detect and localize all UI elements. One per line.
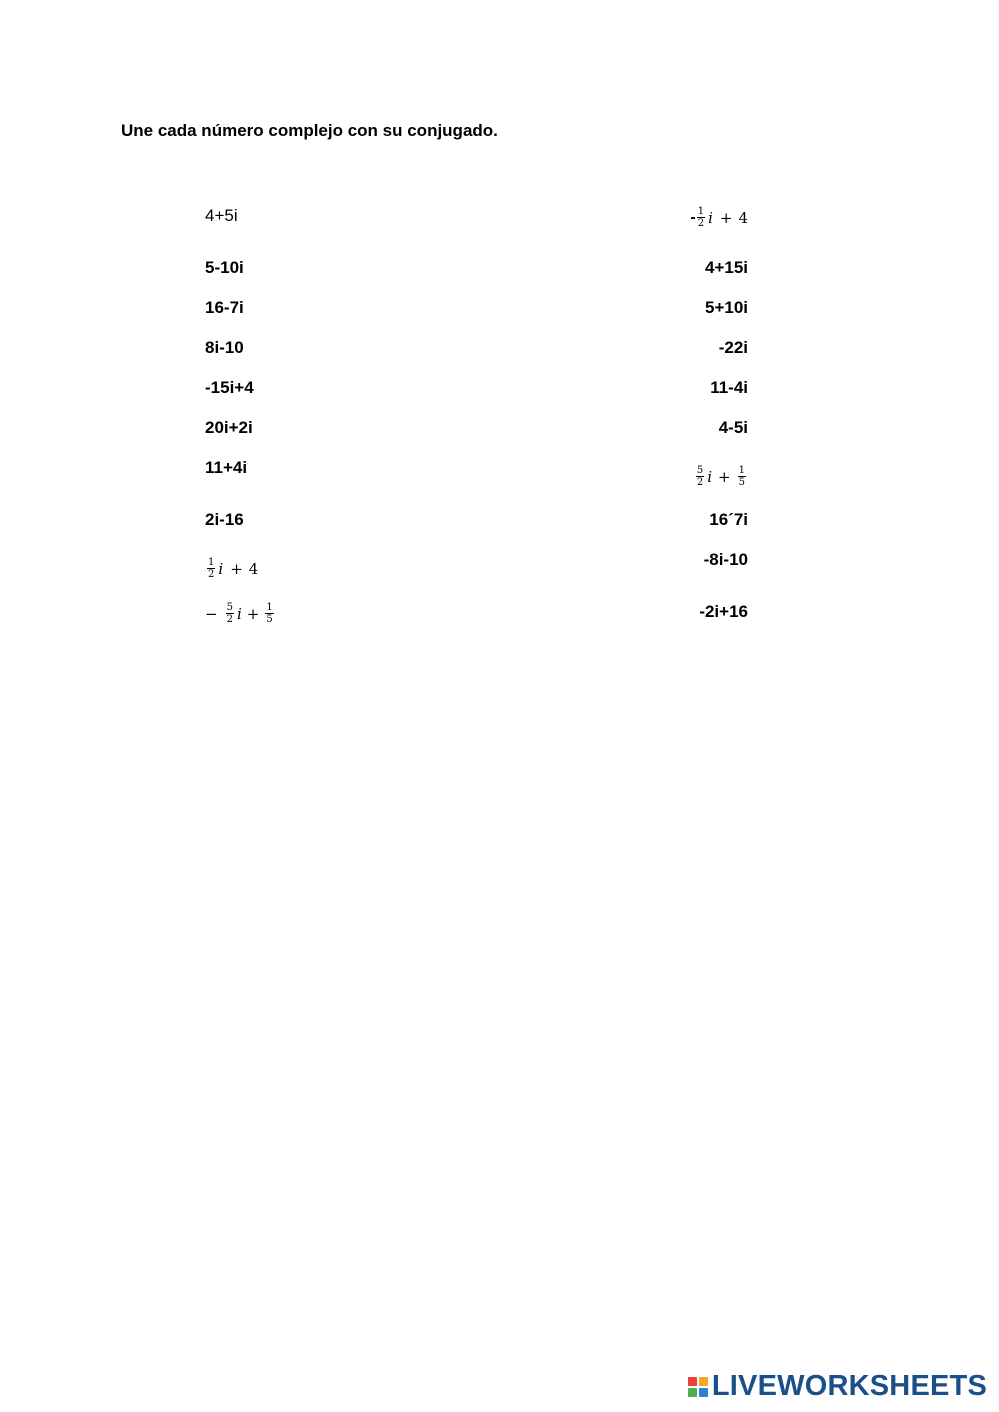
logo-square-icon: [699, 1388, 708, 1397]
left-item: -15i+4: [205, 378, 254, 397]
logo-square-icon: [699, 1377, 708, 1386]
operator: +: [719, 208, 733, 227]
fraction: [738, 465, 746, 488]
minus-sign: -: [690, 208, 696, 226]
left-item: 11+4i: [205, 458, 248, 477]
right-item: 11-4i: [710, 378, 748, 397]
right-item-math: [690, 206, 748, 229]
right-item-math: [694, 458, 748, 488]
right-item: 16´7i: [709, 510, 748, 529]
fraction-denominator: 2: [696, 477, 704, 488]
left-item: 20i+2i: [205, 418, 253, 437]
fraction: [697, 206, 705, 229]
fraction-denominator: 5: [266, 614, 273, 625]
logo-text: LIVEWORKSHEETS: [711, 1370, 987, 1402]
fraction: [696, 465, 704, 488]
fraction: [265, 602, 273, 625]
left-item: 4+5i: [205, 206, 238, 225]
liveworksheets-logo: [688, 1370, 987, 1403]
left-item-math: [205, 550, 258, 580]
constant: 4: [248, 559, 259, 578]
logo-grid-icon: [688, 1377, 708, 1397]
right-item: 4-5i: [718, 418, 748, 437]
left-item: 5-10i: [205, 258, 244, 277]
fraction-numerator: 1: [697, 206, 705, 217]
right-item: -22i: [718, 338, 748, 357]
fraction-numerator: 1: [208, 557, 215, 568]
imaginary-unit: i: [236, 604, 242, 623]
fraction-denominator: 5: [738, 477, 745, 488]
fraction-denominator: 2: [697, 218, 705, 229]
logo-square-icon: [688, 1388, 697, 1397]
instruction-text: Une cada número complejo con su conjugado.: [121, 121, 498, 140]
imaginary-unit: i: [218, 559, 224, 578]
left-item: 16-7i: [205, 298, 244, 317]
right-item: -2i+16: [699, 602, 748, 621]
minus-sign: −: [205, 604, 218, 623]
fraction-denominator: 2: [226, 614, 233, 625]
imaginary-unit: i: [708, 208, 713, 227]
operator: +: [718, 467, 731, 486]
fraction-numerator: 5: [226, 602, 233, 613]
operator: +: [246, 604, 260, 623]
left-item: 2i-16: [205, 510, 244, 529]
imaginary-unit: i: [707, 467, 713, 486]
operator: +: [230, 559, 243, 578]
right-item: 4+15i: [704, 258, 748, 277]
left-item-math: [205, 602, 276, 625]
right-item: -8i-10: [703, 550, 748, 569]
logo-square-icon: [688, 1377, 697, 1386]
fraction-numerator: 1: [738, 465, 745, 476]
fraction-numerator: 5: [696, 465, 704, 476]
fraction: [226, 602, 234, 625]
fraction-denominator: 2: [208, 569, 215, 580]
fraction-numerator: 1: [266, 602, 273, 613]
constant: 4: [738, 208, 748, 227]
right-item: 5+10i: [704, 298, 748, 317]
fraction: [207, 557, 215, 580]
left-item: 8i-10: [205, 338, 244, 357]
